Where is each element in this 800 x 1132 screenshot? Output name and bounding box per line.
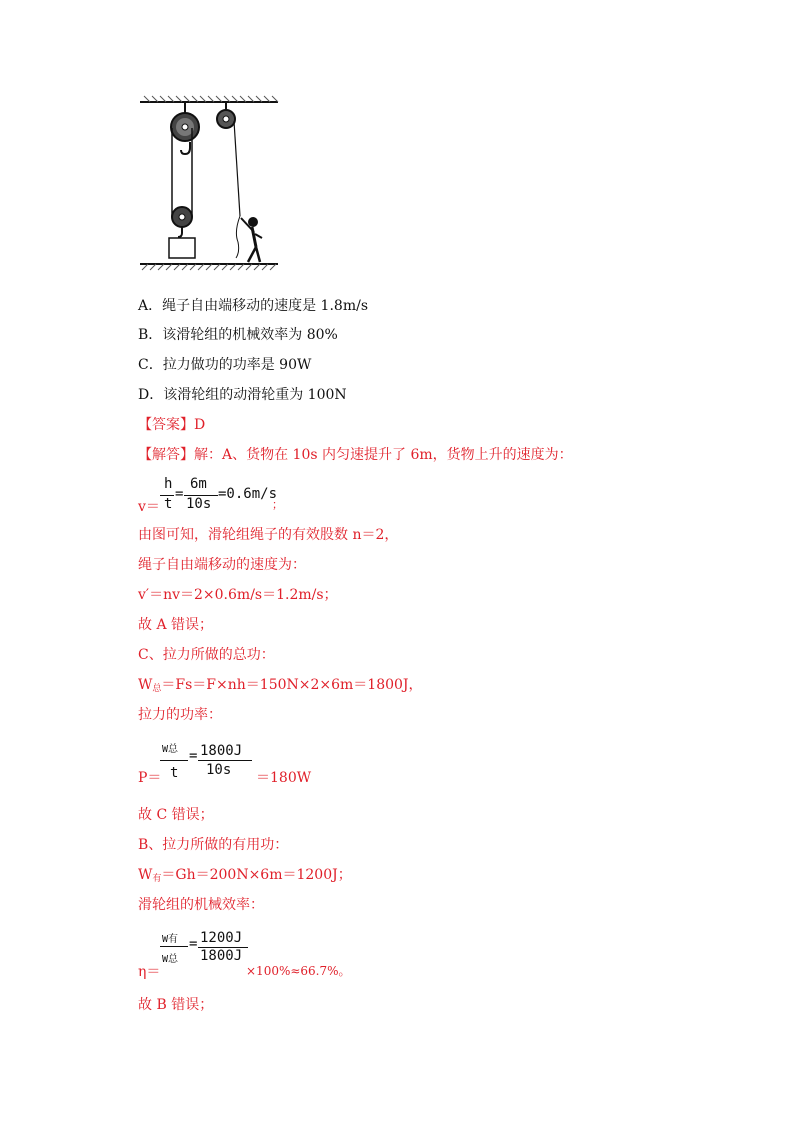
w-useful-subscript: 有 (152, 874, 162, 884)
w-total-subscript: 总 (152, 684, 162, 694)
v-tail: ； (272, 498, 283, 511)
p-fraction-bar-2 (198, 760, 252, 761)
p-prefix: P＝ (138, 770, 162, 786)
analysis-intro-line (138, 446, 573, 464)
answer-line (138, 416, 205, 434)
eta-den-wrap (162, 950, 178, 966)
p-den: t (170, 765, 179, 781)
total-work-line (138, 676, 423, 696)
b-wrong-line: 故 B 错误； (138, 997, 214, 1013)
answer-label: 【答案】 (138, 417, 194, 433)
power-intro-line: 拉力的功率： (138, 707, 222, 723)
p-num: W (162, 744, 169, 755)
p-fraction-bar (160, 760, 188, 761)
a-wrong-line: 故 A 错误； (138, 617, 214, 633)
w-useful-symbol: W (138, 867, 153, 883)
answer-value: D (194, 417, 206, 433)
analysis-label: 【解答】 (138, 447, 194, 463)
eta-den: W (162, 954, 169, 965)
c-intro-line: C、拉力所做的总功： (138, 647, 275, 663)
w-total-symbol: W (138, 677, 153, 693)
b-intro-line: B、拉力所做的有用功： (138, 837, 289, 853)
strands-line: 由图可知，滑轮组绳子的有效股数 n＝2， (138, 527, 399, 543)
v-num: h (164, 476, 173, 492)
p-den2: 10s (206, 762, 232, 778)
pulley-system-figure (138, 92, 280, 274)
eta-den2: 1800J (200, 948, 243, 964)
eta-eq: = (189, 936, 198, 952)
eta-den-sub: 总 (168, 954, 179, 965)
v-prefix: v＝ (138, 499, 160, 515)
eta-prefix: η＝ (138, 964, 161, 980)
eta-num-wrap (162, 930, 178, 946)
eta-result: ×100%≈66.7%。 (246, 964, 351, 978)
efficiency-intro-line: 滑轮组的机械效率： (138, 897, 264, 913)
option-d: D．该滑轮组的动滑轮重为 100N (138, 387, 347, 403)
p-eq: = (189, 748, 198, 764)
analysis-intro: 解：A、货物在 10s 内匀速提升了 6m，货物上升的速度为： (194, 447, 573, 463)
eta-fraction-bar (160, 946, 188, 947)
eta-num: W (162, 934, 169, 945)
p-num2: 1800J (200, 743, 243, 759)
c-wrong-line: 故 C 错误； (138, 807, 214, 823)
useful-work-line (138, 866, 352, 886)
option-c: C．拉力做功的功率是 90W (138, 357, 312, 373)
v-eq: = (175, 486, 184, 502)
option-b: B．该滑轮组的机械效率为 80% (138, 327, 338, 343)
rope-speed-intro: 绳子自由端移动的速度为： (138, 557, 306, 573)
p-num-sub: 总 (168, 744, 179, 755)
v-den2: 10s (186, 496, 212, 512)
w-useful-formula: ＝Gh＝200N×6m＝1200J； (161, 867, 352, 883)
rope-speed-formula: v′＝nv＝2×0.6m/s＝1.2m/s； (138, 587, 338, 603)
p-num-wrap (162, 740, 178, 756)
p-result: ＝180W (256, 770, 312, 786)
v-result: =0.6m/s (218, 486, 278, 502)
v-num2: 6m (190, 476, 207, 492)
option-a: A．绳子自由端移动的速度是 1.8m/s (138, 298, 369, 314)
v-den: t (164, 496, 173, 512)
w-total-formula: ＝Fs＝F×nh＝150N×2×6m＝1800J， (161, 677, 423, 693)
eta-num-sub: 有 (168, 934, 179, 945)
eta-num2: 1200J (200, 930, 243, 946)
